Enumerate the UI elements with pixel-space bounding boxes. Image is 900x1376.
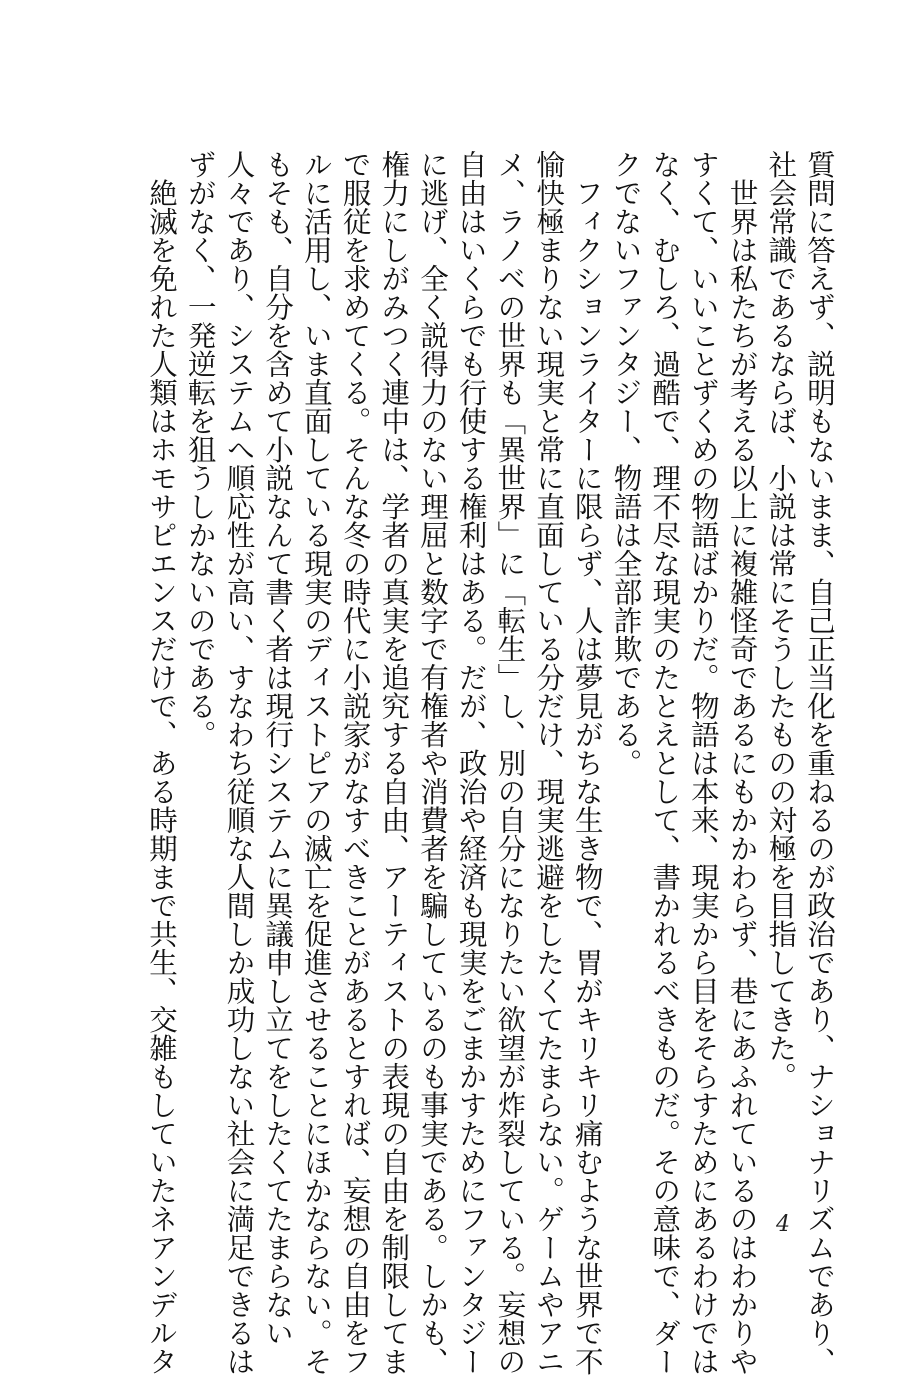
- text-line: クでないファンタジー、物語は全部詐欺である。: [609, 150, 643, 777]
- text-line: 社会常識であるならば、小説は常にそうしたものの対極を目指してきた。: [764, 150, 798, 1091]
- text-line: 愉快極まりない現実と常に直面している分だけ、現実逃避をしたくてたまらない。ゲームやアニ: [532, 150, 566, 1376]
- text-line: 絶滅を免れた人類はホモサピエンスだけで、ある時期まで共生、交雑もしていたネアンデルタ: [145, 150, 179, 1376]
- text-line: 質問に答えず、説明もないまま、自己正当化を重ねるのが政治であり、ナショナリズムであり、: [803, 150, 836, 1376]
- vertical-text-body: [141, 150, 838, 1376]
- text-line: フィクションライターに限らず、人は夢見がちな生き物で、胃がキリキリ痛むような世界で不: [570, 150, 604, 1376]
- text-line: なく、むしろ、過酷で、理不尽な現実のたとえとして、書かれるべきものだ。その意味で、ダー: [648, 150, 682, 1376]
- text-line: メ、ラノベの世界も「異世界」に「転生」し、別の自分になりたい欲望が炸裂している。妄想の: [493, 150, 527, 1376]
- text-line: で服従を求めてくる。そんな冬の時代に小説家がなすべきことがあるとすれば、妄想の自由をフ: [338, 150, 372, 1376]
- page-number: 4: [776, 1212, 790, 1237]
- text-line: すくて、いいことずくめの物語ばかりだ。物語は本来、現実から目をそらすためにあるわけでは: [686, 150, 720, 1376]
- text-line: 世界は私たちが考える以上に複雑怪奇であるにもかかわらず、巷にあふれているのはわかりや: [725, 150, 759, 1376]
- text-line: もそも、自分を含めて小説なんて書く者は現行システムに異議申し立てをしたくてたまらない: [261, 150, 295, 1347]
- text-line: に逃げ、全く説得力のない理屈と数字で有権者や消費者を騙しているのも事実である。しかも、: [415, 150, 449, 1376]
- text-line: ずがなく、一発逆転を狙うしかないのである。: [183, 150, 217, 749]
- text-line: 権力にしがみつく連中は、学者の真実を追究する自由、アーティストの表現の自由を制限してま: [377, 150, 411, 1376]
- text-line: 人々であり、システムへ順応性が高い、すなわち従順な人間しか成功しない社会に満足できるは: [222, 150, 256, 1376]
- text-line: 自由はいくらでも行使する権利はある。だが、政治や経済も現実をごまかすためにファンタジー: [454, 150, 488, 1376]
- text-line: ルに活用し、いま直面している現実のディストピアの滅亡を促進させることにほかならない。そ: [299, 150, 333, 1376]
